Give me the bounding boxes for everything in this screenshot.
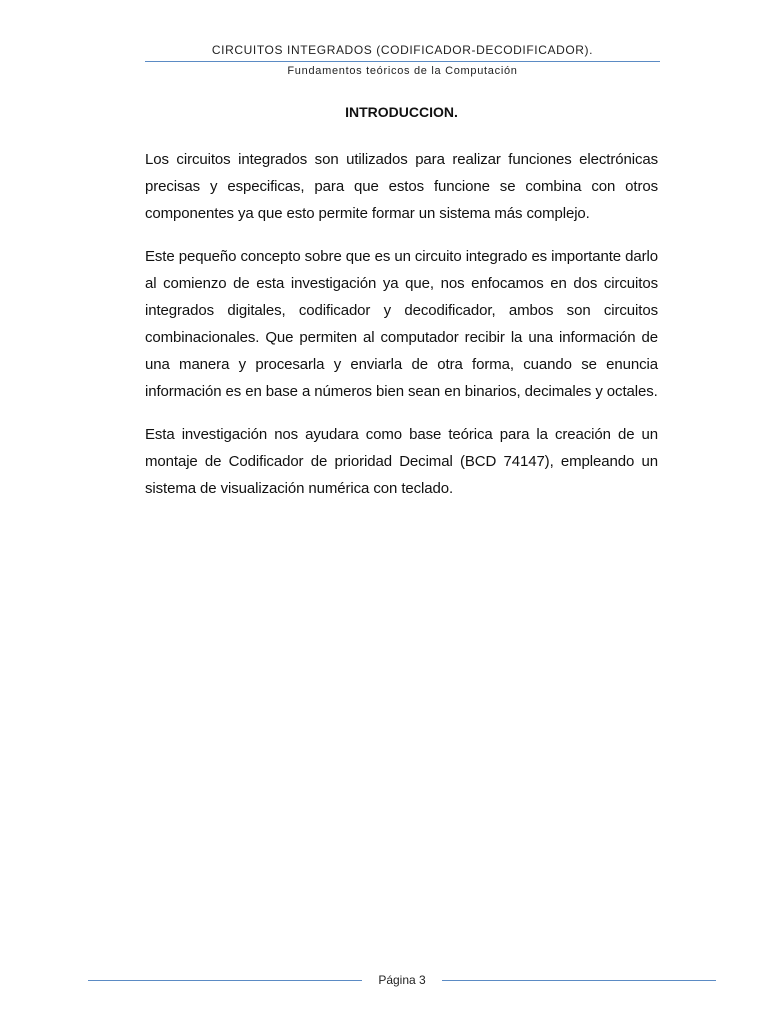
page-number: Página 3 [378,973,426,987]
page-footer [88,970,716,990]
document-body [145,102,658,518]
page-header [145,40,660,78]
footer-divider-right [442,980,716,981]
paragraph: Esta investigación nos ayudara como base teórica para la creación de un montaje de Codificador de prioridad Decimal (BCD 74147), empleando un sistema de visualización numérica con teclado. [145,426,658,497]
footer-divider-left [88,980,362,981]
paragraph: Los circuitos integrados son utilizados para realizar funciones electrónicas precisas y especificas, para que estos funcione se combina con otros componentes ya que esto permite formar un sistema más complejo. [145,151,658,222]
header-title: CIRCUITOS INTEGRADOS (CODIFICADOR-DECODIFICADOR). [211,43,594,57]
paragraph: Este pequeño concepto sobre que es un circuito integrado es importante darlo al comienzo de esta investigación ya que, nos enfocamos en dos circuitos integrados digitales, codificador y decodificador, ambos son circuitos combinacionales. Que permiten al computador recibir la una información de una manera y procesarla y enviarla de otra forma, cuando se enuncia información es en base a números bien sean en binarios, decimales y octales. [145,248,658,400]
section-heading: INTRODUCCION. [345,104,458,120]
header-subtitle: Fundamentos teóricos de la Computación [287,65,518,77]
header-divider [145,61,660,62]
